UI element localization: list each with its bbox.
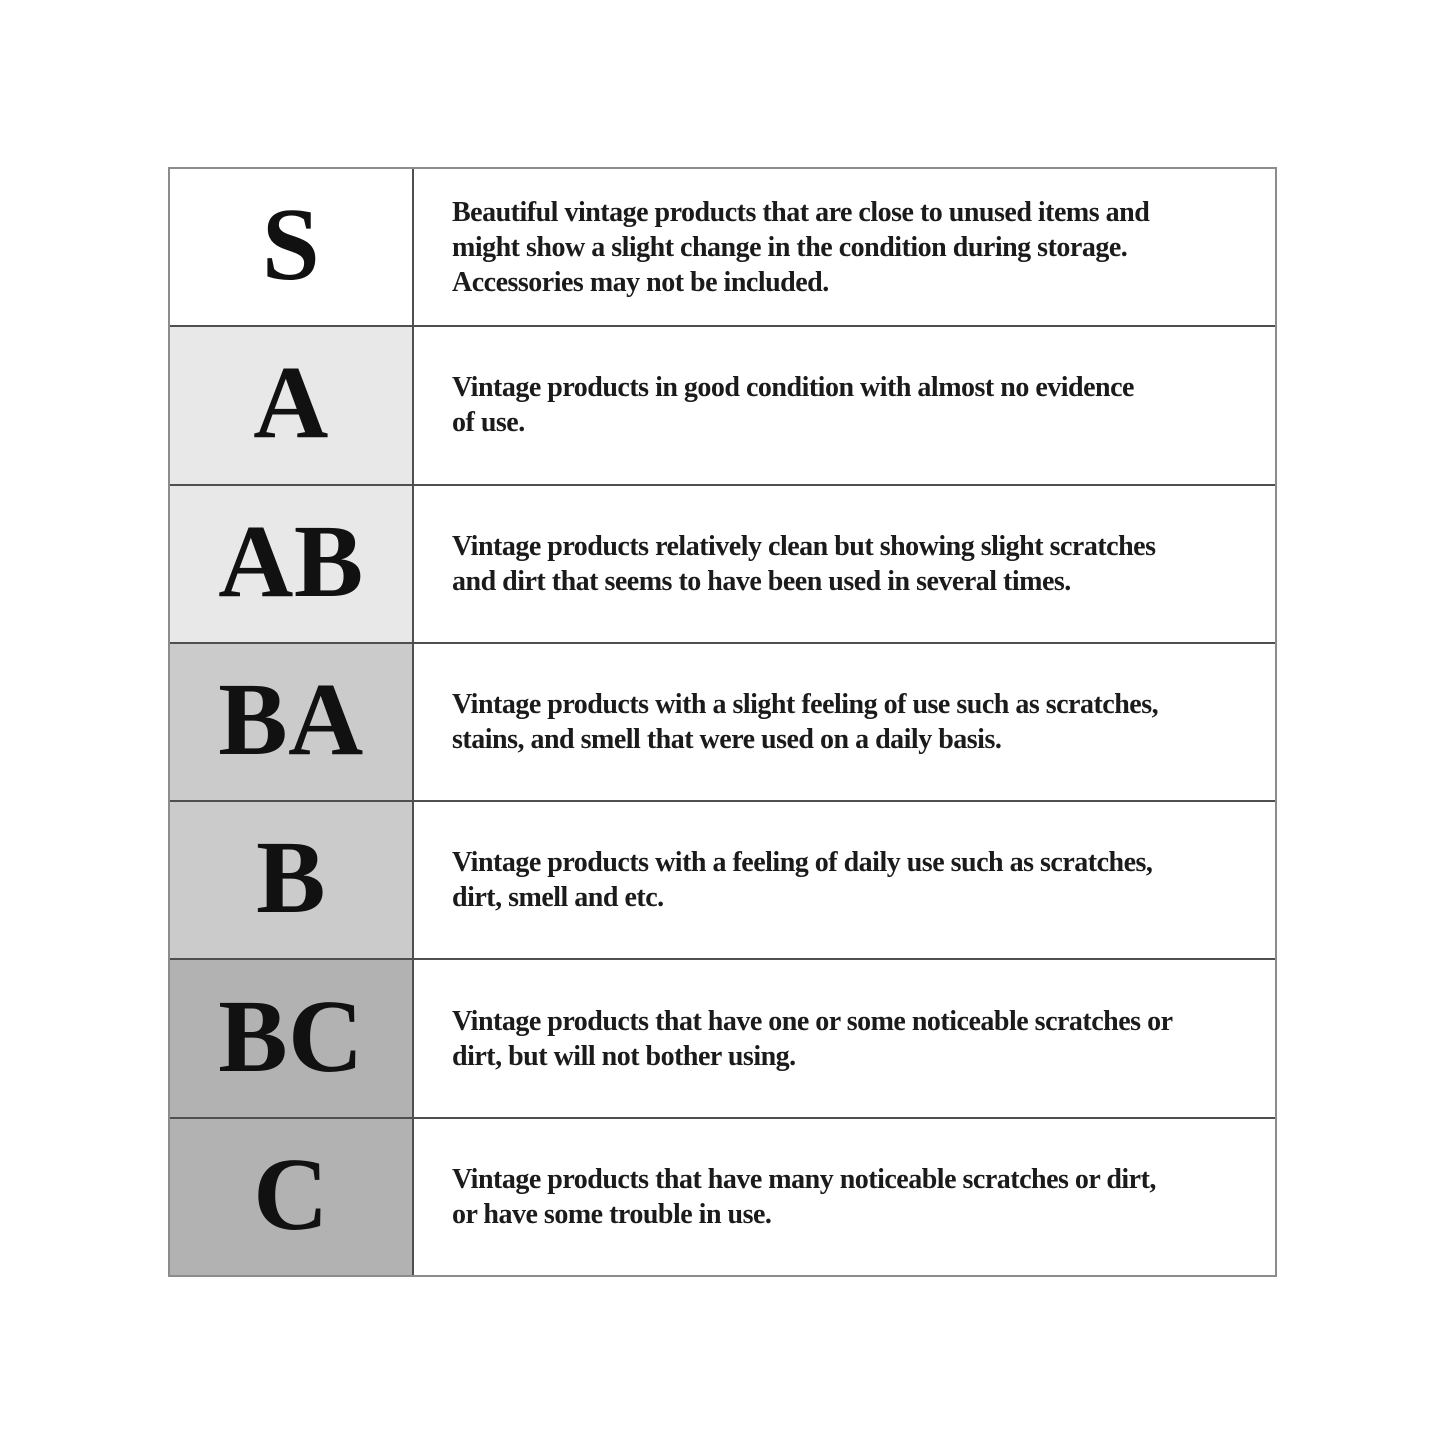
description-line: of use.	[452, 407, 525, 439]
description-line: dirt, smell and etc.	[452, 882, 664, 914]
table-row	[170, 325, 1275, 483]
description-cell	[414, 169, 1275, 325]
description-cell	[414, 644, 1275, 800]
grade-letter: AB	[218, 503, 364, 619]
description-line: might show a slight change in the condition during storage.	[452, 231, 1128, 263]
description-line: Vintage products with a feeling of daily use such as scratches,	[452, 847, 1153, 879]
table-row	[170, 958, 1275, 1116]
grade-cell	[170, 327, 414, 483]
description-line: Vintage products that have many noticeable scratches or dirt,	[452, 1163, 1156, 1195]
table-row	[170, 484, 1275, 642]
grade-letter: A	[253, 345, 329, 461]
grade-letter: S	[261, 187, 321, 303]
grade-letter: BA	[218, 661, 364, 777]
table-row	[170, 642, 1275, 800]
grade-cell	[170, 644, 414, 800]
grade-cell	[170, 169, 414, 325]
description-line: dirt, but will not bother using.	[452, 1040, 796, 1072]
description-line: Beautiful vintage products that are close to unused items and	[452, 196, 1150, 228]
description-cell	[414, 802, 1275, 958]
grade-letter: B	[256, 820, 326, 936]
description-line: and dirt that seems to have been used in several times.	[452, 565, 1071, 597]
grade-cell	[170, 486, 414, 642]
description-line: Vintage products relatively clean but showing slight scratches	[452, 530, 1156, 562]
description-line: Vintage products that have one or some noticeable scratches or	[452, 1005, 1173, 1037]
description-cell	[414, 486, 1275, 642]
table-row	[170, 169, 1275, 325]
grade-table	[168, 167, 1277, 1277]
description-line: Vintage products with a slight feeling of use such as scratches,	[452, 688, 1159, 720]
description-line: Accessories may not be included.	[452, 266, 829, 298]
grade-cell	[170, 802, 414, 958]
grade-cell	[170, 1119, 414, 1275]
description-cell	[414, 327, 1275, 483]
table-row	[170, 1117, 1275, 1275]
grade-cell	[170, 960, 414, 1116]
table-row	[170, 800, 1275, 958]
description-line: Vintage products in good condition with almost no evidence	[452, 372, 1134, 404]
grade-letter: C	[253, 1136, 329, 1252]
grade-letter: BC	[218, 978, 364, 1094]
description-cell	[414, 1119, 1275, 1275]
description-line: or have some trouble in use.	[452, 1198, 772, 1230]
description-line: stains, and smell that were used on a daily basis.	[452, 723, 1002, 755]
description-cell	[414, 960, 1275, 1116]
